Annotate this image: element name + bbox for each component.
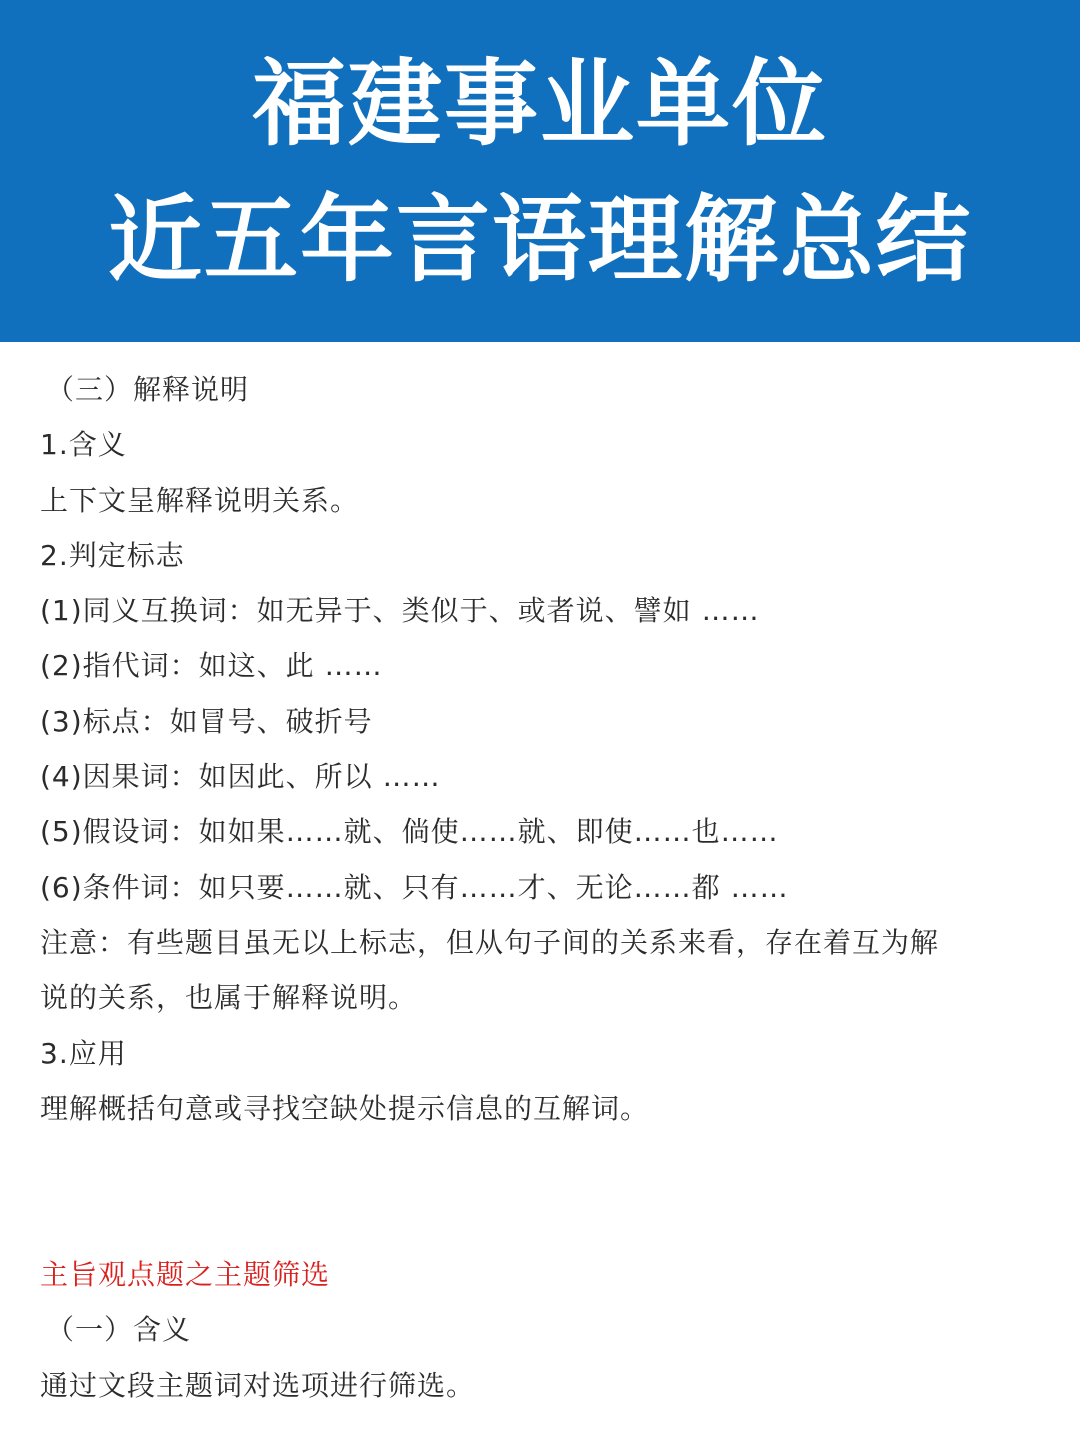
marker-item: (5)假设词：如如果……就、倘使……就、即使……也…… — [40, 815, 779, 849]
marker-item: (1)同义互换词：如无异于、类似于、或者说、譬如 …… — [40, 594, 760, 628]
section-title-theme-filter: 主旨观点题之主题筛选 — [40, 1258, 331, 1292]
article-body — [40, 362, 1050, 1413]
markers-label: 2.判定标志 — [40, 538, 185, 572]
meaning-label: 1.含义 — [40, 428, 127, 462]
marker-item: (3)标点：如冒号、破折号 — [40, 704, 373, 738]
banner-title-line-2: 近五年言语理解总结 — [107, 186, 972, 295]
title-banner — [0, 0, 1080, 342]
section-heading-explanation: （三）解释说明 — [46, 373, 250, 406]
application-text: 理解概括句意或寻找空缺处提示信息的互解词。 — [40, 1091, 650, 1125]
marker-item: (4)因果词：如因此、所以 …… — [40, 760, 441, 794]
section-heading-meaning: （一）含义 — [46, 1313, 192, 1347]
section-spacer — [40, 1136, 1050, 1247]
banner-title-line-1: 福建事业单位 — [251, 50, 828, 159]
note-line-1: 注意：有些题目虽无以上标志，但从句子间的关系来看，存在着互为解 — [40, 925, 940, 959]
application-label: 3.应用 — [40, 1036, 127, 1070]
marker-item: (2)指代词：如这、此 …… — [40, 649, 383, 683]
note-line-2: 说的关系，也属于解释说明。 — [40, 981, 418, 1015]
theme-meaning-text: 通过文段主题词对选项进行筛选。 — [40, 1368, 476, 1402]
marker-item: (6)条件词：如只要……就、只有……才、无论……都 …… — [40, 870, 789, 904]
meaning-text: 上下文呈解释说明关系。 — [40, 483, 360, 517]
